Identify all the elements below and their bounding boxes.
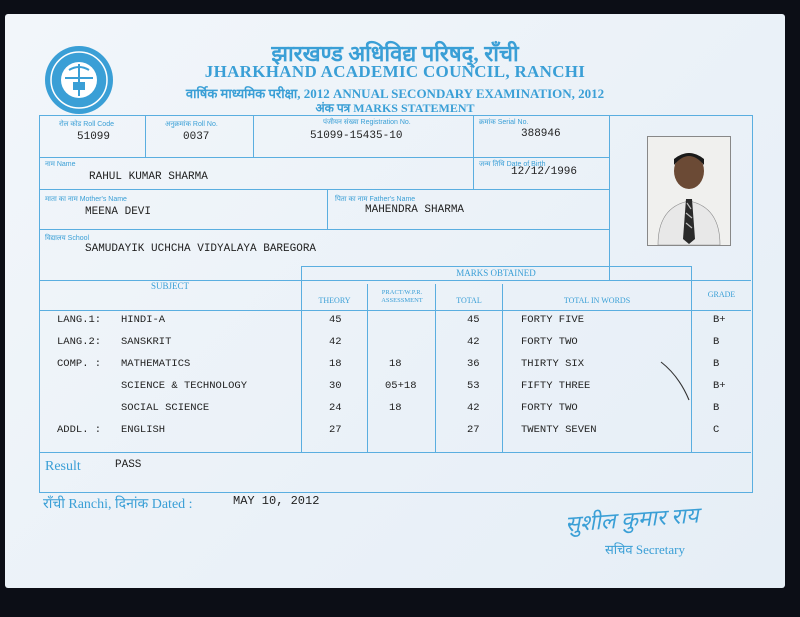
mother-name: MEENA DEVI bbox=[85, 206, 152, 218]
statement-title-hindi: अंक पत्र bbox=[315, 101, 351, 115]
subject-header: SUBJECT bbox=[150, 281, 189, 291]
student-name: RAHUL KUMAR SHARMA bbox=[89, 171, 208, 183]
total-in-words: THIRTY SIX bbox=[521, 358, 585, 370]
registration-label: पंजीयन संख्या Registration No. bbox=[323, 119, 411, 126]
marks-statement-sheet bbox=[5, 14, 785, 588]
dated-label: राँची Ranchi, दिनांक Dated : bbox=[43, 497, 193, 512]
practical-marks: 18 bbox=[389, 402, 402, 414]
grade: B bbox=[713, 336, 720, 348]
secretary-label: सचिव Secretary bbox=[605, 542, 685, 557]
table-row bbox=[5, 336, 785, 356]
total-marks: 45 bbox=[467, 314, 480, 326]
dob-label: जन्म तिथि Date of Birth bbox=[479, 161, 546, 168]
pen-tick-mark bbox=[655, 356, 695, 406]
school-label: विद्यालय School bbox=[45, 235, 90, 242]
registration-value: 51099-15435-10 bbox=[310, 130, 403, 142]
subject-name: MATHEMATICS bbox=[121, 358, 191, 370]
theory-marks: 42 bbox=[329, 336, 342, 348]
council-name-english: JHARKHAND ACADEMIC COUNCIL, RANCHI bbox=[204, 62, 586, 81]
subject-prefix: LANG.1: bbox=[57, 314, 102, 326]
subject-prefix: ADDL. : bbox=[57, 424, 102, 436]
total-words-header: TOTAL IN WORDS bbox=[563, 296, 631, 305]
school-name: SAMUDAYIK UCHCHA VIDYALAYA BAREGORA bbox=[85, 243, 317, 255]
theory-marks: 30 bbox=[329, 380, 342, 392]
total-marks: 42 bbox=[467, 402, 480, 414]
father-label: पिता का नाम Father's Name bbox=[335, 196, 416, 203]
grade-header: GRADE bbox=[707, 290, 736, 299]
grade: B+ bbox=[713, 314, 726, 326]
student-photo bbox=[647, 136, 731, 246]
secretary-signature: सुशील कुमार राय bbox=[564, 502, 700, 537]
subject-prefix: LANG.2: bbox=[57, 336, 102, 348]
subject-name: SANSKRIT bbox=[121, 336, 172, 348]
total-marks: 36 bbox=[467, 358, 480, 370]
subject-name: HINDI-A bbox=[121, 314, 166, 326]
theory-header: THEORY bbox=[318, 296, 351, 305]
grade: B bbox=[713, 358, 720, 370]
practical-marks: 05+18 bbox=[385, 380, 417, 392]
theory-marks: 27 bbox=[329, 424, 342, 436]
roll-no-value: 0037 bbox=[183, 131, 210, 143]
total-in-words: FORTY TWO bbox=[521, 402, 578, 414]
grade: B+ bbox=[713, 380, 726, 392]
grade: C bbox=[713, 424, 720, 436]
exam-title-hindi: वार्षिक माध्यमिक परीक्षा, 2012 bbox=[185, 86, 330, 101]
council-name-hindi: झारखण्ड अधिविद्य परिषद्, राँची bbox=[271, 41, 519, 66]
subject-name: SCIENCE & TECHNOLOGY bbox=[121, 380, 248, 392]
total-header: TOTAL bbox=[456, 296, 482, 305]
subject-prefix: COMP. : bbox=[57, 358, 102, 370]
father-name: MAHENDRA SHARMA bbox=[365, 204, 465, 216]
theory-marks: 18 bbox=[329, 358, 342, 370]
subject-name: SOCIAL SCIENCE bbox=[121, 402, 210, 414]
exam-title-english: ANNUAL SECONDARY EXAMINATION, 2012 bbox=[333, 86, 605, 101]
total-marks: 27 bbox=[467, 424, 480, 436]
grade: B bbox=[713, 402, 720, 414]
table-row bbox=[5, 424, 785, 444]
practical-header: PRACT/W.P.R. ASSESSMENT bbox=[381, 289, 423, 304]
mother-label: माता का नाम Mother's Name bbox=[45, 196, 127, 203]
total-in-words: FIFTY THREE bbox=[521, 380, 591, 392]
total-in-words: FORTY FIVE bbox=[521, 314, 585, 326]
issue-date: MAY 10, 2012 bbox=[233, 494, 320, 508]
subject-name: ENGLISH bbox=[121, 424, 166, 436]
roll-code-label: रोल कोड Roll Code bbox=[59, 121, 114, 128]
statement-title-english: MARKS STATEMENT bbox=[353, 101, 475, 115]
total-marks: 53 bbox=[467, 380, 480, 392]
roll-code-value: 51099 bbox=[77, 131, 111, 143]
table-row bbox=[5, 314, 785, 334]
name-label: नाम Name bbox=[45, 161, 76, 168]
practical-marks: 18 bbox=[389, 358, 402, 370]
roll-no-label: अनुक्रमांक Roll No. bbox=[165, 121, 218, 128]
marks-obtained-header: MARKS OBTAINED bbox=[456, 268, 536, 278]
serial-label: क्रमांक Serial No. bbox=[479, 119, 529, 126]
result-label: Result bbox=[45, 459, 81, 474]
total-in-words: TWENTY SEVEN bbox=[521, 424, 597, 436]
total-marks: 42 bbox=[467, 336, 480, 348]
theory-marks: 45 bbox=[329, 314, 342, 326]
statement-title bbox=[5, 99, 785, 116]
theory-marks: 24 bbox=[329, 402, 342, 414]
serial-value: 388946 bbox=[521, 128, 561, 140]
total-in-words: FORTY TWO bbox=[521, 336, 578, 348]
dob-value: 12/12/1996 bbox=[511, 166, 578, 178]
result-value: PASS bbox=[115, 459, 142, 471]
